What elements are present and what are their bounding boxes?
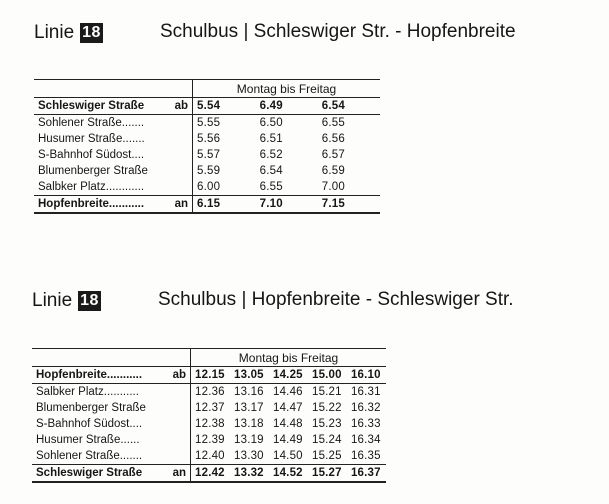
departure-time: 16.32 <box>350 402 381 414</box>
timetable-2 <box>32 348 386 483</box>
departure-time: 12.36 <box>195 386 225 398</box>
departure-time: 16.33 <box>350 418 381 430</box>
timetable-row <box>32 448 386 465</box>
departure-time: 13.32 <box>230 465 269 483</box>
linie-label: Linie <box>32 290 73 311</box>
line-number-badge: 18 <box>80 292 99 309</box>
timetable-row <box>34 98 380 115</box>
line-number-badge: 18 <box>82 24 101 41</box>
departure-time: 14.48 <box>272 418 303 430</box>
section2-header <box>32 290 101 312</box>
timetable-row <box>32 367 386 384</box>
departure-arrival-mark: ab <box>172 369 186 381</box>
stop-name: Schleswiger Straße <box>38 100 145 112</box>
departure-time: 12.15 <box>191 367 231 384</box>
departure-time: 15.24 <box>311 434 342 446</box>
departure-time: 6.54 <box>259 165 283 177</box>
stop-column-header <box>32 349 191 367</box>
departure-time: 6.59 <box>321 165 345 177</box>
departure-arrival-mark: ab <box>174 100 188 112</box>
departure-time: 14.52 <box>269 465 308 483</box>
days-label: Montag bis Freitag <box>191 349 387 367</box>
departure-time: 5.56 <box>197 133 221 145</box>
linie-label: Linie <box>34 22 75 43</box>
timetable-row <box>32 416 386 432</box>
departure-time: 5.54 <box>193 98 256 115</box>
departure-time: 12.42 <box>191 465 231 483</box>
timetable-row <box>34 115 380 132</box>
departure-time: 15.25 <box>311 450 342 462</box>
departure-time: 16.31 <box>350 386 381 398</box>
departure-time: 6.55 <box>259 181 283 193</box>
timetable-row <box>34 196 380 214</box>
departure-time: 15.00 <box>308 367 347 384</box>
timetable-row <box>32 432 386 448</box>
departure-time: 7.10 <box>256 196 318 214</box>
stop-name: Sohlener Straße....... <box>36 450 143 462</box>
departure-time: 6.52 <box>259 149 283 161</box>
departure-time: 12.39 <box>195 434 225 446</box>
departure-time: 5.57 <box>197 149 221 161</box>
stop-name: Hopfenbreite........... <box>38 198 145 210</box>
timetable-row <box>32 400 386 416</box>
departure-time: 5.55 <box>197 117 221 129</box>
departure-time: 12.40 <box>195 450 225 462</box>
departure-arrival-mark: an <box>174 198 188 210</box>
stop-name: Salbker Platz........... <box>36 386 139 398</box>
section1-header <box>34 22 103 44</box>
timetable-row <box>34 163 380 179</box>
departure-time: 7.00 <box>321 181 345 193</box>
departure-time: 15.21 <box>311 386 342 398</box>
departure-time: 6.00 <box>197 181 221 193</box>
stop-name: S-Bahnhof Südost.... <box>38 149 145 161</box>
departure-time: 5.59 <box>197 165 221 177</box>
departure-time: 14.25 <box>269 367 308 384</box>
stop-name: Blumenberger Straße <box>36 402 146 414</box>
departure-time: 12.38 <box>195 418 225 430</box>
departure-time: 13.16 <box>234 386 264 398</box>
days-label: Montag bis Freitag <box>193 80 381 98</box>
departure-time: 6.15 <box>193 196 256 214</box>
departure-time: 7.15 <box>318 196 380 214</box>
departure-time: 12.37 <box>195 402 225 414</box>
departure-time: 13.18 <box>234 418 264 430</box>
departure-arrival-mark: an <box>172 467 186 479</box>
route-title: Schulbus | Hopfenbreite - Schleswiger Str. <box>158 289 514 310</box>
stop-column-header <box>34 80 193 98</box>
departure-time: 6.49 <box>256 98 318 115</box>
route-title: Schulbus | Schleswiger Str. - Hopfenbreite <box>160 21 516 42</box>
timetable-row <box>32 384 386 401</box>
stop-name: S-Bahnhof Südost.... <box>36 418 143 430</box>
departure-time: 13.05 <box>230 367 269 384</box>
timetable-row <box>32 465 386 483</box>
stop-name: Husumer Straße....... <box>38 133 145 145</box>
departure-time: 13.17 <box>234 402 264 414</box>
departure-time: 16.34 <box>350 434 381 446</box>
departure-time: 15.23 <box>311 418 342 430</box>
departure-time: 6.57 <box>321 149 345 161</box>
departure-time: 16.37 <box>347 465 386 483</box>
departure-time: 14.50 <box>272 450 303 462</box>
stop-name: Hopfenbreite........... <box>36 369 143 381</box>
stop-name: Husumer Straße...... <box>36 434 140 446</box>
departure-time: 14.47 <box>272 402 303 414</box>
timetable-row <box>34 147 380 163</box>
departure-time: 14.49 <box>272 434 303 446</box>
timetable-row <box>34 131 380 147</box>
departure-time: 13.19 <box>234 434 264 446</box>
departure-time: 6.50 <box>259 117 283 129</box>
departure-time: 16.35 <box>350 450 381 462</box>
departure-time: 6.56 <box>321 133 345 145</box>
timetable-1 <box>34 79 380 214</box>
departure-time: 6.54 <box>318 98 380 115</box>
stop-name: Schleswiger Straße <box>36 467 143 479</box>
departure-time: 15.22 <box>311 402 342 414</box>
departure-time: 6.55 <box>321 117 345 129</box>
departure-time: 14.46 <box>272 386 303 398</box>
departure-time: 16.10 <box>347 367 386 384</box>
stop-name: Sohlener Straße....... <box>38 117 145 129</box>
stop-name: Blumenberger Straße <box>38 165 148 177</box>
departure-time: 13.30 <box>234 450 264 462</box>
departure-time: 15.27 <box>308 465 347 483</box>
timetable-row <box>34 179 380 196</box>
departure-time: 6.51 <box>259 133 283 145</box>
stop-name: Salbker Platz............ <box>38 181 145 193</box>
